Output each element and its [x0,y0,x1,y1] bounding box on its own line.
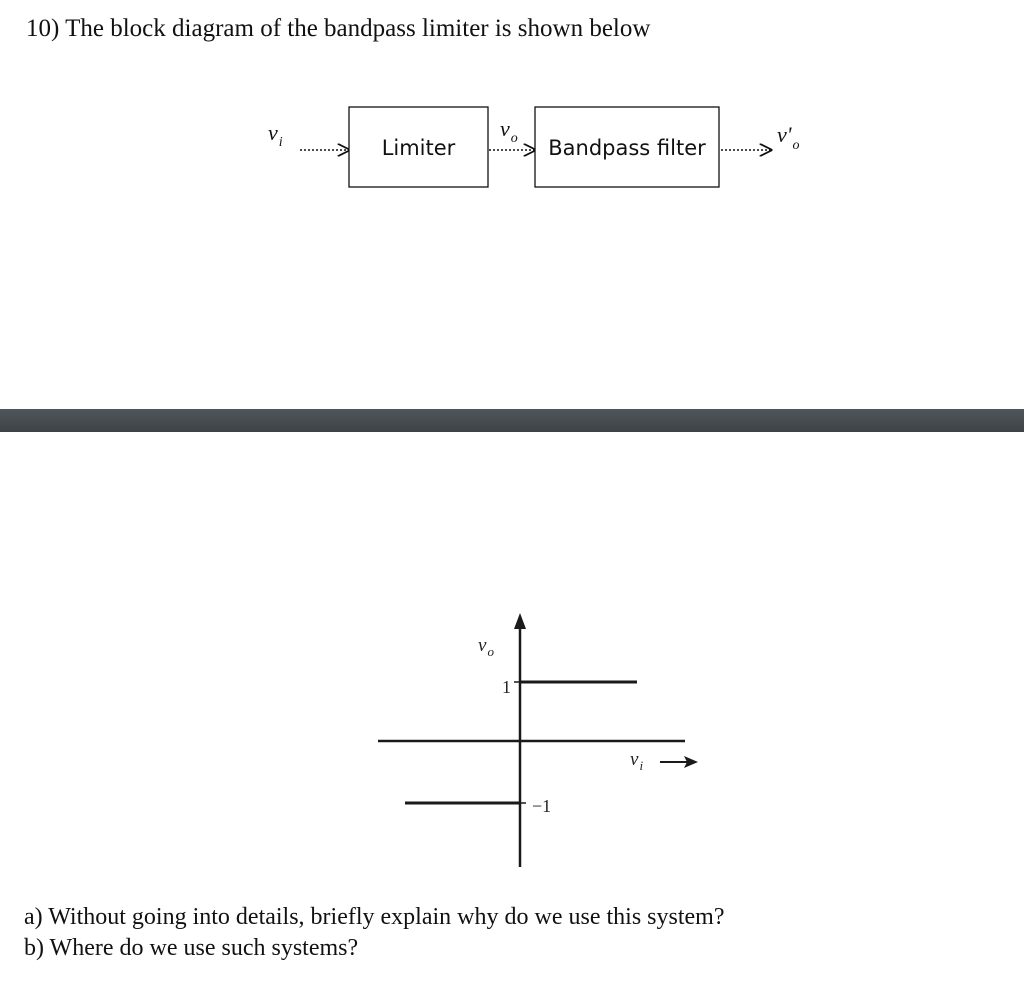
output-signal-label: v'o [777,122,800,153]
input-signal-label: vi [268,120,283,150]
block-diagram [0,90,1024,200]
sub-question-b: b) Where do we use such systems? [24,935,359,961]
limiter-transfer-characteristic [360,605,710,875]
divider-bar [0,409,1024,432]
sub-questions [24,902,724,964]
x-axis-label: $v_i$ [630,749,644,773]
y-axis-label: $v_o$ [478,635,494,659]
y-axis-arrowhead [514,613,526,629]
bandpass-filter-block [535,107,719,187]
upper-level-label: 1 [502,677,511,697]
question-title: 10) The block diagram of the bandpass limiter is shown below [26,15,651,42]
lower-level-label: −1 [532,796,552,816]
limiter-block [349,107,488,187]
sub-question-a: a) Without going into details, briefly explain why do we use this system? [24,904,725,930]
limiter-block-label: Limiter [381,136,456,160]
bandpass-filter-block-label: Bandpass filter [548,136,706,160]
intermediate-signal-label: vo [500,116,518,146]
